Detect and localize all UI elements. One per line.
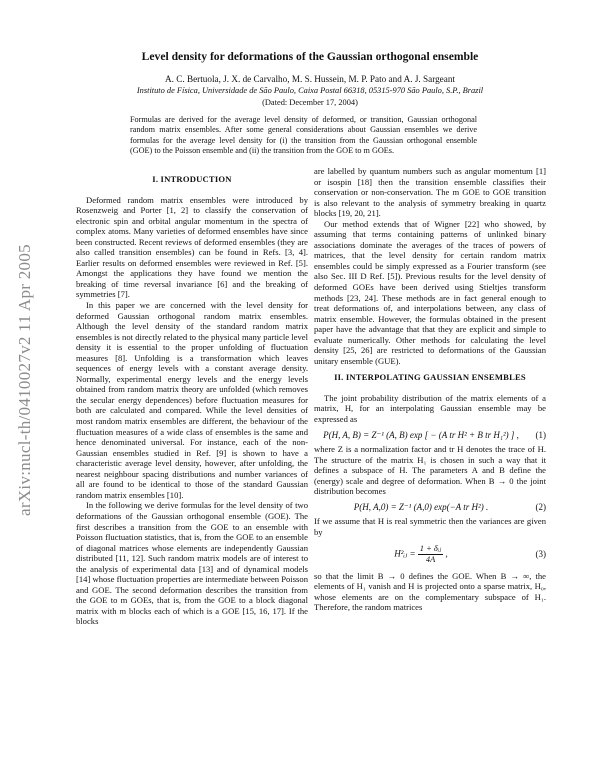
paragraph: In the following we derive formulas for the level density of two deformations of the Gaussian orthogonal ensemble (GOE). The first describes a transition from the GOE to an ensemble with Poisson fluctuation statistics, that is, from the GOE to an ensemble of diagonal matrices whose elements are independently Gaussian distributed [11, 12]. Such random matrix models are of interest to the analysis of experimental data [13] and of dynamical models [14] whose fluctuation properties are intermediate between Poisson and GOE. The second deformation describes the transition from the GOE to m GOEs, that is, from the GOE to a block diagonal matrix with m blocks each of which is a GOE [15, 16, 17]. If the blocks [76,500,308,627]
equation-lhs: H²ᵢⱼ = [394,548,416,559]
abstract: Formulas are derived for the average level density of deformed, or transition, Gaussian orthogonal random matrix ensembles. After some general considerations about Gaussian ensembles we derive formulas for the average level density for (i) the transition from the Gaussian orthogonal ensemble (GOE) to the Poisson ensemble and (ii) the transition from the GOE to m GOEs. [130,115,477,156]
equation-body: P(H, A, B) = Z⁻¹ (A, B) exp [ − (A tr H² + B tr H₁²) ] , [323,429,519,440]
equation-3 [314,544,546,565]
paragraph: If we assume that H is real symmetric then the variances are given by [314,516,546,537]
equation-2 [314,502,546,513]
fraction-denominator: 4A [425,554,436,564]
paragraph: where Z is a normalization factor and tr H denotes the trace of H. The structure of the matrix H₁ is chosen in such a way that it defines a subspace of H. The parameters A and B define the (energy) scale and degree of deformation. When B → 0 the joint distribution becomes [314,444,546,497]
author-list: A. C. Bertuola, J. X. de Carvalho, M. S. Hussein, M. P. Pato and A. J. Sargeant [165,74,455,84]
fraction-numerator: 1 + δᵢⱼ [419,543,442,553]
paragraph: The joint probability distribution of the matrix elements of a matrix, H, for an interpolating Gaussian ensemble may be expressed as [314,392,546,425]
paragraph: Deformed random matrix ensembles were introduced by Rosenzweig and Porter [1, 2] to classify the conservation of electronic spin and orbital angular momentum in the spectra of complex atoms. Many varieties of deformed ensembles have since been constructed. Recent reviews of deformed ensembles (they are also called transition ensembles) can be found in Refs. [3, 4]. Earlier results on deformed ensembles were reviewed in Ref. [5]. Amongst the applications they have found we mention the breaking of time reversal invariance [6] and the breaking of symmetries [7]. [76,194,308,300]
section-heading-interpolating: II. INTERPOLATING GAUSSIAN ENSEMBLES [334,372,526,383]
date-line: (Dated: December 17, 2004) [262,98,358,107]
paragraph: so that the limit B → 0 defines the GOE. When B → ∞, the elements of H₁ vanish and H is projected onto a sparse matrix, H₀, whose elements are on the complementary subspace of H₁. Therefore, the random matrices [314,570,546,613]
equation-body: H²ᵢⱼ = $\frac{\text{1 + δᵢⱼ}}{4A}$ , [394,543,448,564]
equation-number: (1) [535,429,546,440]
equation-number: (3) [535,548,546,559]
equation-number: (2) [535,501,546,512]
fraction [418,544,443,565]
equation-1 [314,430,546,441]
arxiv-identifier [5,180,45,580]
section-heading-introduction: I. INTRODUCTION [152,174,232,184]
affiliation: Instituto de Física, Universidade de São Paulo, Caixa Postal 66318, 05315-970 São Paulo, S.P., Brazil [136,86,484,95]
paragraph: Our method extends that of Wigner [22] who showed, by assuming that terms containing patterns of unlinked binary associations dominate the averages of the traces of powers of matrices, that the level density for certain random matrix ensembles could be simply expressed as a Fourier transform (see also Sec. III D Ref. [5]). Previous results for the level density of deformed GOEs have been derived using Stieltjes transform methods [23, 24]. These methods are in fact general enough to treat deformations of, and interpolations between, any class of matrix ensemble. However, the formulas obtained in the present paper have the advantage that that they are explicit and simple to evaluate numerically. Other methods for calculating the level density [25, 26] are restricted to deformations of the Gaussian unitary ensemble (GUE). [314,218,546,366]
paragraph: are labelled by quantum numbers such as angular momentum [1] or isospin [18] then the transition ensemble classifies their conservation or non-conservation. The m GOE to GOE transition is also relevant to the analysis of symmetry breaking in quartz blocks [19, 20, 21]. [314,166,546,219]
paragraph: In this paper we are concerned with the level density for deformed Gaussian orthogonal random matrix ensembles. Although the level density of the standard random matrix ensembles is not directly related to the physical many particle level density it is essential to the proper unfolding of fluctuation measures [8]. Unfolding is a transformation which leaves sequences of energy levels with a constant average density. Normally, experimental energy levels and the energy levels obtained from random matrix theory are unfolded (which removes the secular energy dependences) before fluctuation measures for both are calculated and compared. While the level densities of most random matrix ensembles are different, the behaviour of the fluctuation measures of a wide class of ensembles is the same and hence denominated universal. For instance, each of the non-Gaussian ensembles studied in Ref. [9] is shown to have a characteristic average level density, however, after unfolding, the nearest neighbour spacing distributions and number variances of all are found to be identical to those of the standard Gaussian random matrix ensembles [10]. [76,300,308,500]
equation-body: P(H, A,0) = Z⁻¹ (A,0) exp(−A tr H²) . [353,501,489,512]
right-column [314,166,546,766]
arxiv-id-text: arXiv:nucl-th/0410027v2 11 Apr 2005 [15,244,34,516]
left-column [76,174,308,764]
paper-title: Level density for deformations of the Gaussian orthogonal ensemble [141,50,479,63]
